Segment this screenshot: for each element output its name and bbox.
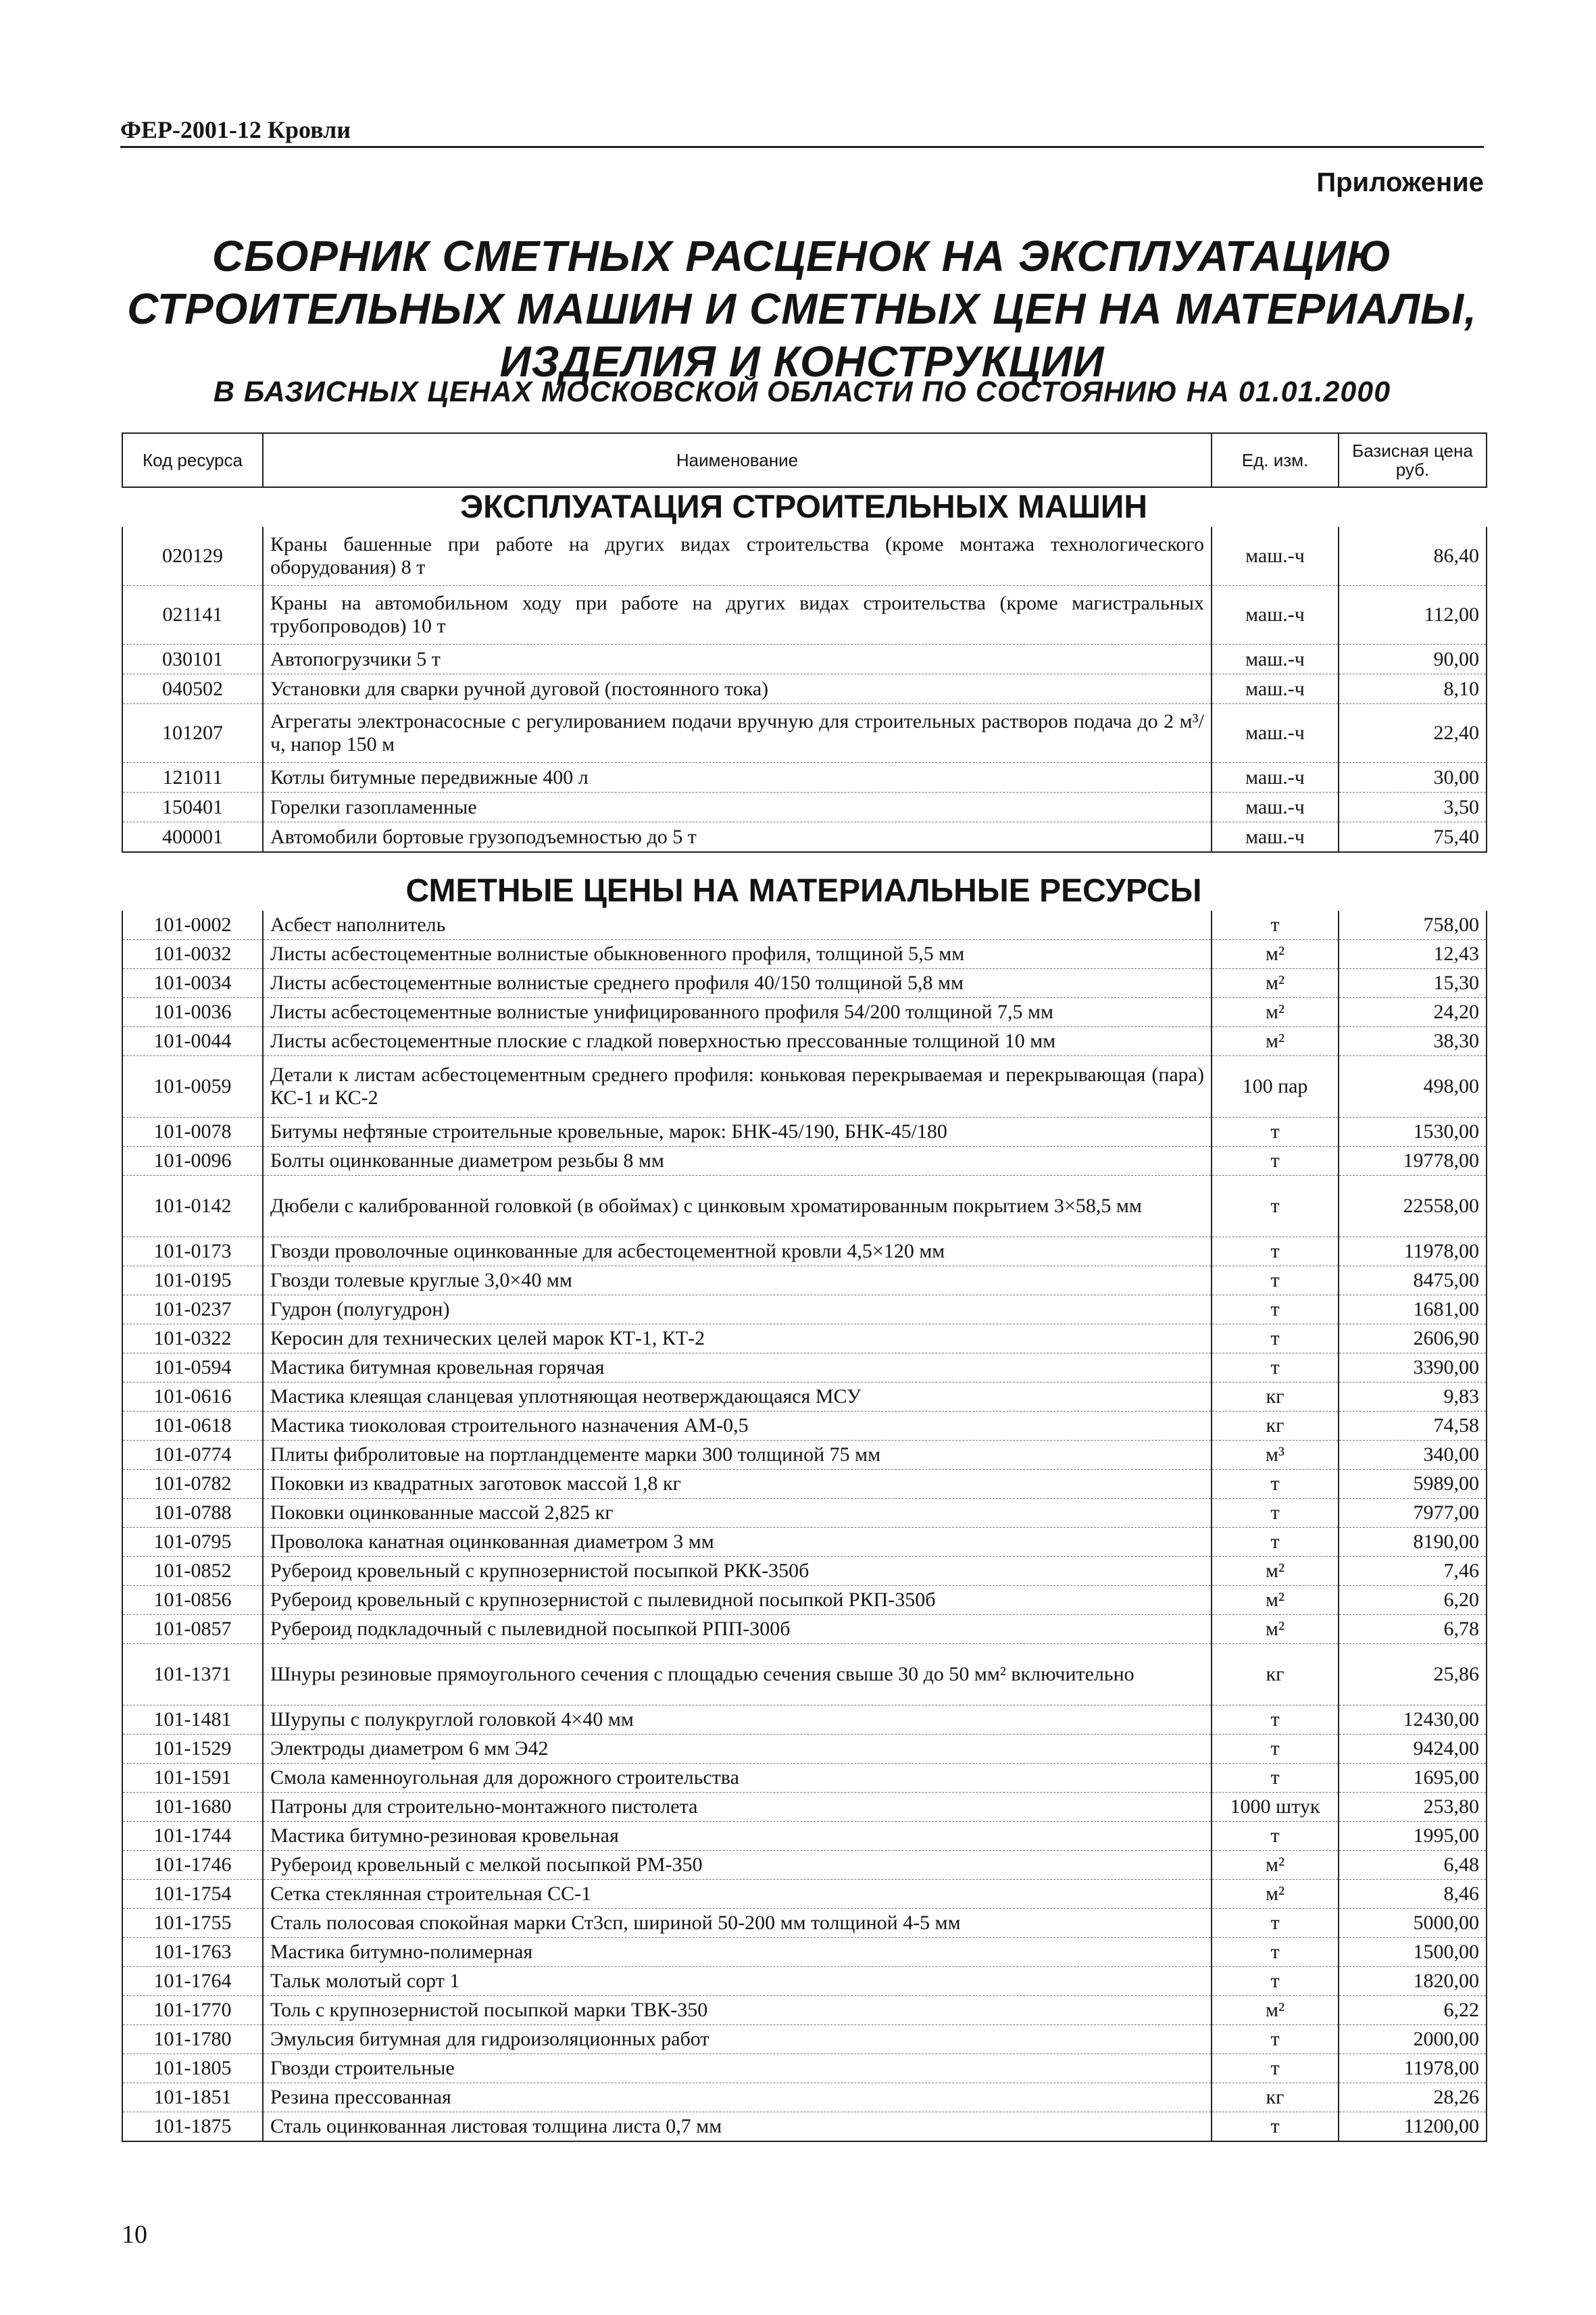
row-price: 112,00 [1339, 586, 1487, 645]
row-price: 24,20 [1339, 998, 1487, 1027]
row-name: Болты оцинкованные диаметром резьбы 8 мм [263, 1147, 1212, 1176]
row-unit: кг [1212, 2083, 1339, 2112]
table-row [122, 1764, 1487, 1793]
row-price: 1681,00 [1339, 1295, 1487, 1324]
row-unit: м² [1212, 1586, 1339, 1615]
row-unit: т [1212, 1967, 1339, 1996]
row-code: 101-0322 [122, 1324, 263, 1353]
table-row [122, 2112, 1487, 2142]
row-name: Сетка стеклянная строительная СС-1 [263, 1880, 1212, 1909]
row-price: 8190,00 [1339, 1528, 1487, 1557]
title-line-1: СБОРНИК СМЕТНЫХ РАСЦЕНОК НА ЭКСПЛУАТАЦИЮ [211, 232, 1393, 280]
table-row [122, 1353, 1487, 1383]
running-title: ФЕР-2001-12 Кровли [120, 116, 351, 143]
table-row [122, 1851, 1487, 1880]
table-row [122, 2025, 1487, 2054]
table-row [122, 1996, 1487, 2025]
row-name: Гвозди проволочные оцинкованные для асбестоцементной кровли 4,5×120 мм [263, 1237, 1212, 1266]
row-name: Битумы нефтяные строительные кровельные, марок: БНК-45/190, БНК-45/180 [263, 1118, 1212, 1147]
row-price: 1695,00 [1339, 1764, 1487, 1793]
row-name: Резина прессованная [263, 2083, 1212, 2112]
row-price: 7,46 [1339, 1557, 1487, 1586]
row-price: 74,58 [1339, 1412, 1487, 1441]
row-name: Котлы битумные передвижные 400 л [263, 763, 1212, 793]
table-row [122, 1441, 1487, 1470]
row-price: 6,78 [1339, 1615, 1487, 1644]
row-name: Тальк молотый сорт 1 [263, 1967, 1212, 1996]
row-name: Поковки оцинкованные массой 2,825 кг [263, 1499, 1212, 1528]
row-price: 22,40 [1339, 704, 1487, 763]
row-unit: т [1212, 1470, 1339, 1499]
row-code: 101-0032 [122, 940, 263, 969]
table-row [122, 1056, 1487, 1118]
row-unit: т [1212, 1324, 1339, 1353]
column-header-price: Базисная цена руб. [1339, 433, 1487, 487]
row-code: 040502 [122, 674, 263, 704]
row-code: 101-1851 [122, 2083, 263, 2112]
row-code: 101-1744 [122, 1822, 263, 1851]
row-name: Детали к листам асбестоцементным среднего профиля: коньковая перекрываемая и перекрывающая (пара) КС-1 и КС-2 [263, 1056, 1212, 1118]
row-unit: маш.-ч [1212, 527, 1339, 586]
row-price: 22558,00 [1339, 1176, 1487, 1237]
row-code: 101-1805 [122, 2054, 263, 2083]
row-unit: т [1212, 1528, 1339, 1557]
row-name: Листы асбестоцементные волнистые унифицированного профиля 54/200 толщиной 7,5 мм [263, 998, 1212, 1027]
row-unit: м² [1212, 1851, 1339, 1880]
row-unit: м³ [1212, 1441, 1339, 1470]
row-unit: м² [1212, 1557, 1339, 1586]
row-name: Листы асбестоцементные волнистые обыкновенного профиля, толщиной 5,5 мм [263, 940, 1212, 969]
document-title [120, 230, 1484, 388]
row-unit: маш.-ч [1212, 763, 1339, 793]
row-price: 9424,00 [1339, 1735, 1487, 1764]
row-price: 8,46 [1339, 1880, 1487, 1909]
row-price: 3390,00 [1339, 1353, 1487, 1383]
table-row [122, 1266, 1487, 1295]
row-price: 30,00 [1339, 763, 1487, 793]
row-price: 2000,00 [1339, 2025, 1487, 2054]
materials-table [122, 911, 1487, 2142]
row-unit: маш.-ч [1212, 822, 1339, 853]
row-name: Поковки из квадратных заготовок массой 1,8 кг [263, 1470, 1212, 1499]
table-row [122, 1586, 1487, 1615]
row-price: 7977,00 [1339, 1499, 1487, 1528]
row-code: 101-1591 [122, 1764, 263, 1793]
table-row [122, 1237, 1487, 1266]
row-price: 2606,90 [1339, 1324, 1487, 1353]
row-name: Асбест наполнитель [263, 911, 1212, 940]
row-code: 101-0594 [122, 1353, 263, 1383]
row-name: Мастика битумная кровельная горячая [263, 1353, 1212, 1383]
row-name: Горелки газопламенные [263, 793, 1212, 822]
row-price: 498,00 [1339, 1056, 1487, 1118]
row-unit: т [1212, 1176, 1339, 1237]
row-unit: кг [1212, 1644, 1339, 1706]
row-unit: кг [1212, 1412, 1339, 1441]
row-price: 19778,00 [1339, 1147, 1487, 1176]
row-unit: м² [1212, 969, 1339, 998]
row-unit: т [1212, 1499, 1339, 1528]
table-row [122, 1938, 1487, 1967]
row-code: 101207 [122, 704, 263, 763]
row-name: Автопогрузчики 5 т [263, 645, 1212, 674]
row-code: 101-0195 [122, 1266, 263, 1295]
row-name: Мастика битумно-резиновая кровельная [263, 1822, 1212, 1851]
row-code: 101-0856 [122, 1586, 263, 1615]
row-unit: т [1212, 1735, 1339, 1764]
row-code: 101-1755 [122, 1909, 263, 1938]
section-title-materials: СМЕТНЫЕ ЦЕНЫ НА МАТЕРИАЛЬНЫЕ РЕСУРСЫ [405, 873, 1202, 909]
row-code: 101-0096 [122, 1147, 263, 1176]
table-row [122, 1147, 1487, 1176]
row-unit: маш.-ч [1212, 645, 1339, 674]
row-code: 101-0795 [122, 1528, 263, 1557]
row-code: 101-0173 [122, 1237, 263, 1266]
column-header-name: Наименование [263, 433, 1212, 487]
row-name: Рубероид подкладочный с пылевидной посыпкой РПП-300б [263, 1615, 1212, 1644]
row-code: 101-1770 [122, 1996, 263, 2025]
column-header-code: Код ресурса [122, 433, 263, 487]
column-header-table [122, 432, 1487, 488]
row-unit: т [1212, 1706, 1339, 1735]
row-code: 101-0237 [122, 1295, 263, 1324]
table-row [122, 1176, 1487, 1237]
row-unit: т [1212, 911, 1339, 940]
row-unit: т [1212, 2025, 1339, 2054]
table-row [122, 2083, 1487, 2112]
row-name: Толь с крупнозернистой посыпкой марки ТВК-350 [263, 1996, 1212, 2025]
row-price: 340,00 [1339, 1441, 1487, 1470]
row-price: 1530,00 [1339, 1118, 1487, 1147]
row-code: 121011 [122, 763, 263, 793]
row-unit: т [1212, 1909, 1339, 1938]
row-price: 25,86 [1339, 1644, 1487, 1706]
table-row [122, 1324, 1487, 1353]
row-unit: т [1212, 2054, 1339, 2083]
running-header [120, 116, 1484, 148]
row-price: 1995,00 [1339, 1822, 1487, 1851]
row-name: Рубероид кровельный с крупнозернистой посыпкой РКК-350б [263, 1557, 1212, 1586]
row-name: Патроны для строительно-монтажного пистолета [263, 1793, 1212, 1822]
table-row [122, 1880, 1487, 1909]
row-unit: м² [1212, 1996, 1339, 2025]
row-unit: кг [1212, 1383, 1339, 1412]
row-unit: маш.-ч [1212, 793, 1339, 822]
row-price: 12,43 [1339, 940, 1487, 969]
row-price: 1820,00 [1339, 1967, 1487, 1996]
row-price: 8475,00 [1339, 1266, 1487, 1295]
table-row [122, 1735, 1487, 1764]
table-row [122, 1615, 1487, 1644]
row-unit: т [1212, 1266, 1339, 1295]
table-row [122, 1822, 1487, 1851]
table-row [122, 1470, 1487, 1499]
row-price: 1500,00 [1339, 1938, 1487, 1967]
row-price: 8,10 [1339, 674, 1487, 704]
row-name: Смола каменноугольная для дорожного строительства [263, 1764, 1212, 1793]
row-unit: м² [1212, 1615, 1339, 1644]
table-row [122, 1557, 1487, 1586]
row-price: 6,22 [1339, 1996, 1487, 2025]
row-unit: 1000 штук [1212, 1793, 1339, 1822]
table-row [122, 969, 1487, 998]
row-code: 101-1746 [122, 1851, 263, 1880]
row-name: Дюбели с калиброванной головкой (в обоймах) с цинковым хроматированным покрытием 3×58,5 мм [263, 1176, 1212, 1237]
row-unit: т [1212, 1353, 1339, 1383]
row-name: Рубероид кровельный с мелкой посыпкой РМ-350 [263, 1851, 1212, 1880]
row-name: Краны башенные при работе на других видах строительства (кроме монтажа технологического оборудования) 8 т [263, 527, 1212, 586]
row-name: Эмульсия битумная для гидроизоляционных работ [263, 2025, 1212, 2054]
table-row [122, 645, 1487, 674]
section-title-machines: ЭКСПЛУАТАЦИЯ СТРОИТЕЛЬНЫХ МАШИН [459, 489, 1148, 525]
row-code: 101-0852 [122, 1557, 263, 1586]
table-row [122, 1499, 1487, 1528]
row-name: Мастика клеящая сланцевая уплотняющая неотверждающаяся МСУ [263, 1383, 1212, 1412]
row-unit: м² [1212, 1880, 1339, 1909]
row-code: 101-1875 [122, 2112, 263, 2142]
table-row [122, 1295, 1487, 1324]
row-name: Гвозди толевые круглые 3,0×40 мм [263, 1266, 1212, 1295]
row-code: 101-1529 [122, 1735, 263, 1764]
table-row [122, 1793, 1487, 1822]
row-name: Мастика битумно-полимерная [263, 1938, 1212, 1967]
row-name: Краны на автомобильном ходу при работе на других видах строительства (кроме магистральных трубопроводов) 10 т [263, 586, 1212, 645]
column-header-row [122, 433, 1487, 487]
row-code: 101-1780 [122, 2025, 263, 2054]
row-code: 030101 [122, 645, 263, 674]
row-unit: 100 пар [1212, 1056, 1339, 1118]
table-row [122, 1027, 1487, 1056]
row-code: 101-1764 [122, 1967, 263, 1996]
row-unit: т [1212, 2112, 1339, 2142]
table-row [122, 1967, 1487, 1996]
row-name: Плиты фибролитовые на портландцементе марки 300 толщиной 75 мм [263, 1441, 1212, 1470]
row-unit: м² [1212, 998, 1339, 1027]
table-row [122, 940, 1487, 969]
row-unit: т [1212, 1237, 1339, 1266]
row-name: Шурупы с полукруглой головкой 4×40 мм [263, 1706, 1212, 1735]
table-row [122, 822, 1487, 853]
row-name: Автомобили бортовые грузоподъемностью до 5 т [263, 822, 1212, 853]
row-price: 5989,00 [1339, 1470, 1487, 1499]
row-code: 400001 [122, 822, 263, 853]
row-price: 6,20 [1339, 1586, 1487, 1615]
page-number: 10 [122, 2220, 147, 2249]
row-unit: маш.-ч [1212, 586, 1339, 645]
title-line-2: СТРОИТЕЛЬНЫХ МАШИН И СМЕТНЫХ ЦЕН НА МАТЕРИАЛЫ, [127, 284, 1477, 333]
row-name: Рубероид кровельный с крупнозернистой с пылевидной посыпкой РКП-350б [263, 1586, 1212, 1615]
title-line-3: ИЗДЕЛИЯ И КОНСТРУКЦИИ [499, 337, 1105, 386]
row-unit: т [1212, 1822, 1339, 1851]
row-price: 758,00 [1339, 911, 1487, 940]
row-price: 28,26 [1339, 2083, 1487, 2112]
row-unit: т [1212, 1118, 1339, 1147]
row-name: Электроды диаметром 6 мм Э42 [263, 1735, 1212, 1764]
row-code: 101-1680 [122, 1793, 263, 1822]
table-row [122, 2054, 1487, 2083]
row-name: Гудрон (полугудрон) [263, 1295, 1212, 1324]
row-name: Сталь полосовая спокойная марки Ст3сп, шириной 50-200 мм толщиной 4-5 мм [263, 1909, 1212, 1938]
table-row [122, 704, 1487, 763]
row-code: 101-0774 [122, 1441, 263, 1470]
row-name: Гвозди строительные [263, 2054, 1212, 2083]
row-price: 86,40 [1339, 527, 1487, 586]
table-row [122, 1644, 1487, 1706]
row-price: 253,80 [1339, 1793, 1487, 1822]
row-price: 12430,00 [1339, 1706, 1487, 1735]
row-unit: т [1212, 1938, 1339, 1967]
document-subtitle: В БАЗИСНЫХ ЦЕНАХ МОСКОВСКОЙ ОБЛАСТИ ПО СОСТОЯНИЮ НА 01.01.2000 [213, 376, 1391, 408]
row-code: 101-0034 [122, 969, 263, 998]
row-code: 020129 [122, 527, 263, 586]
row-price: 9,83 [1339, 1383, 1487, 1412]
row-code: 101-0044 [122, 1027, 263, 1056]
row-name: Шнуры резиновые прямоугольного сечения с площадью сечения свыше 30 до 50 мм² включительно [263, 1644, 1212, 1706]
row-name: Листы асбестоцементные плоские с гладкой поверхностью прессованные толщиной 10 мм [263, 1027, 1212, 1056]
row-price: 5000,00 [1339, 1909, 1487, 1938]
table-row [122, 998, 1487, 1027]
row-code: 150401 [122, 793, 263, 822]
table-row [122, 1706, 1487, 1735]
row-unit: м² [1212, 1027, 1339, 1056]
row-price: 11978,00 [1339, 2054, 1487, 2083]
table-row [122, 1528, 1487, 1557]
row-price: 15,30 [1339, 969, 1487, 998]
row-price: 3,50 [1339, 793, 1487, 822]
table-row [122, 911, 1487, 940]
table-row [122, 1909, 1487, 1938]
row-unit: т [1212, 1764, 1339, 1793]
row-code: 101-0788 [122, 1499, 263, 1528]
row-code: 101-0782 [122, 1470, 263, 1499]
row-code: 101-1371 [122, 1644, 263, 1706]
row-unit: м² [1212, 940, 1339, 969]
row-code: 101-1763 [122, 1938, 263, 1967]
row-code: 101-0142 [122, 1176, 263, 1237]
row-code: 101-0078 [122, 1118, 263, 1147]
row-name: Сталь оцинкованная листовая толщина листа 0,7 мм [263, 2112, 1212, 2142]
row-unit: маш.-ч [1212, 704, 1339, 763]
row-price: 6,48 [1339, 1851, 1487, 1880]
row-name: Мастика тиоколовая строительного назначения АМ-0,5 [263, 1412, 1212, 1441]
row-unit: т [1212, 1147, 1339, 1176]
row-price: 11200,00 [1339, 2112, 1487, 2142]
table-row [122, 674, 1487, 704]
table-row [122, 1383, 1487, 1412]
row-code: 101-0059 [122, 1056, 263, 1118]
row-name: Установки для сварки ручной дуговой (постоянного тока) [263, 674, 1212, 704]
row-name: Листы асбестоцементные волнистые среднего профиля 40/150 толщиной 5,8 мм [263, 969, 1212, 998]
row-code: 101-0857 [122, 1615, 263, 1644]
table-row [122, 763, 1487, 793]
row-unit: т [1212, 1295, 1339, 1324]
row-price: 90,00 [1339, 645, 1487, 674]
table-row [122, 527, 1487, 586]
row-code: 101-1754 [122, 1880, 263, 1909]
row-code: 101-0618 [122, 1412, 263, 1441]
row-code: 101-0616 [122, 1383, 263, 1412]
appendix-label: Приложение [1316, 168, 1484, 197]
row-price: 75,40 [1339, 822, 1487, 853]
row-price: 11978,00 [1339, 1237, 1487, 1266]
table-row [122, 1412, 1487, 1441]
row-price: 38,30 [1339, 1027, 1487, 1056]
row-code: 101-0002 [122, 911, 263, 940]
row-unit: маш.-ч [1212, 674, 1339, 704]
row-name: Агрегаты электронасосные с регулированием подачи вручную для строительных растворов подача до 2 м³/ч, напор 150 м [263, 704, 1212, 763]
machines-table [122, 527, 1487, 853]
row-name: Керосин для технических целей марок КТ-1, КТ-2 [263, 1324, 1212, 1353]
table-row [122, 1118, 1487, 1147]
row-name: Проволока канатная оцинкованная диаметром 3 мм [263, 1528, 1212, 1557]
row-code: 101-1481 [122, 1706, 263, 1735]
row-code: 021141 [122, 586, 263, 645]
table-row [122, 793, 1487, 822]
table-row [122, 586, 1487, 645]
column-header-unit: Ед. изм. [1212, 433, 1339, 487]
row-code: 101-0036 [122, 998, 263, 1027]
